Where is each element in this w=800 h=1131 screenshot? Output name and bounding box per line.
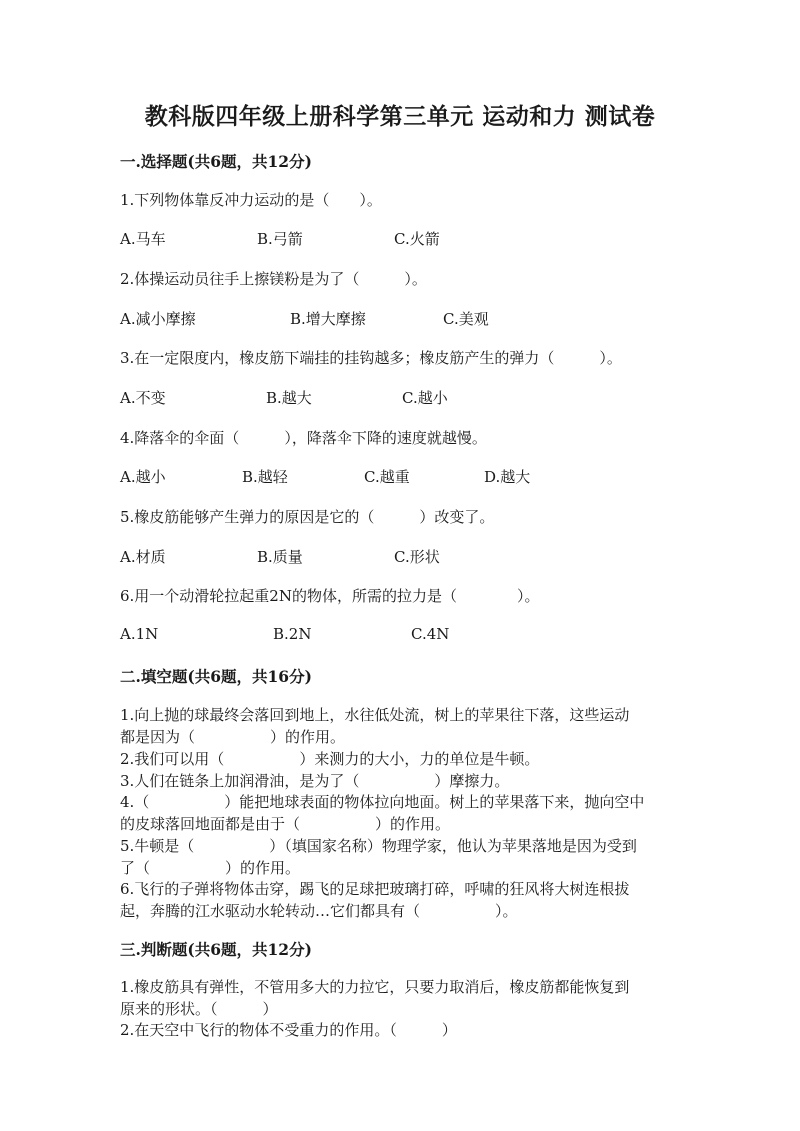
question-text: 1.下列物体靠反冲力运动的是（ ）。 [120, 191, 382, 209]
option: A.不变 [120, 389, 166, 407]
page-title: 教科版四年级上册科学第三单元 运动和力 测试卷 [144, 103, 656, 130]
option: B.弓箭 [257, 230, 303, 248]
text-line: 6.飞行的子弹将物体击穿，踢飞的足球把玻璃打碎，呼啸的狂风将大树连根拔 [120, 880, 630, 898]
text-line: 了（ ）的作用。 [120, 859, 301, 877]
option: A.减小摩擦 [120, 310, 196, 328]
question-text: 4.降落伞的伞面（ ），降落伞下降的速度就越慢。 [120, 429, 487, 447]
text-line: 1.向上抛的球最终会落回到地上，水往低处流，树上的苹果往下落，这些运动 [120, 706, 630, 724]
text-line: 1.橡皮筋具有弹性，不管用多大的力拉它，只要力取消后，橡皮筋都能恢复到 [120, 978, 630, 996]
option: C.形状 [394, 548, 440, 566]
option: C.美观 [443, 310, 489, 328]
question-text: 5.橡皮筋能够产生弹力的原因是它的（ ）改变了。 [120, 508, 495, 526]
option: B.2N [273, 625, 312, 643]
text-line: 2.我们可以用（ ）来测力的大小，力的单位是牛顿。 [120, 750, 540, 768]
text-line: 5.牛顿是（ ）（填国家名称）物理学家，他认为苹果落地是因为受到 [120, 837, 637, 855]
text-line: 2.在天空中飞行的物体不受重力的作用。（ ） [120, 1021, 457, 1039]
section-heading-judge: 三.判断题(共6题，共12分) [120, 940, 312, 959]
text-line: 起，奔腾的江水驱动水轮转动…它们都具有（ ）。 [120, 902, 518, 920]
text-line: 的皮球落回地面都是由于（ ）的作用。 [120, 815, 451, 833]
section-heading-fill: 二.填空题(共6题，共16分) [120, 667, 312, 686]
text-line: 4.（ ）能把地球表面的物体拉向地面。树上的苹果落下来，抛向空中 [120, 793, 645, 811]
option: C.越小 [402, 389, 448, 407]
question-text: 2.体操运动员往手上擦镁粉是为了（ ）。 [120, 270, 427, 288]
question-text: 3.在一定限度内，橡皮筋下端挂的挂钩越多；橡皮筋产生的弹力（ ）。 [120, 349, 622, 367]
text-line: 原来的形状。（ ） [120, 1000, 278, 1018]
section-heading-choice: 一.选择题(共6题，共12分) [120, 152, 312, 171]
option: B.质量 [257, 548, 303, 566]
text-line: 3.人们在链条上加润滑油，是为了（ ）摩擦力。 [120, 772, 510, 790]
option: D.越大 [484, 468, 531, 486]
question-text: 6.用一个动滑轮拉起重2N的物体，所需的拉力是（ ）。 [120, 587, 540, 605]
text-line: 都是因为（ ）的作用。 [120, 728, 346, 746]
option: B.越轻 [242, 468, 288, 486]
option: B.越大 [266, 389, 312, 407]
option: B.增大摩擦 [290, 310, 366, 328]
option: A.马车 [120, 230, 166, 248]
option: C.火箭 [394, 230, 440, 248]
option: A.材质 [120, 548, 166, 566]
option: A.越小 [120, 468, 166, 486]
option: C.4N [411, 625, 450, 643]
option: C.越重 [364, 468, 410, 486]
option: A.1N [120, 625, 159, 643]
